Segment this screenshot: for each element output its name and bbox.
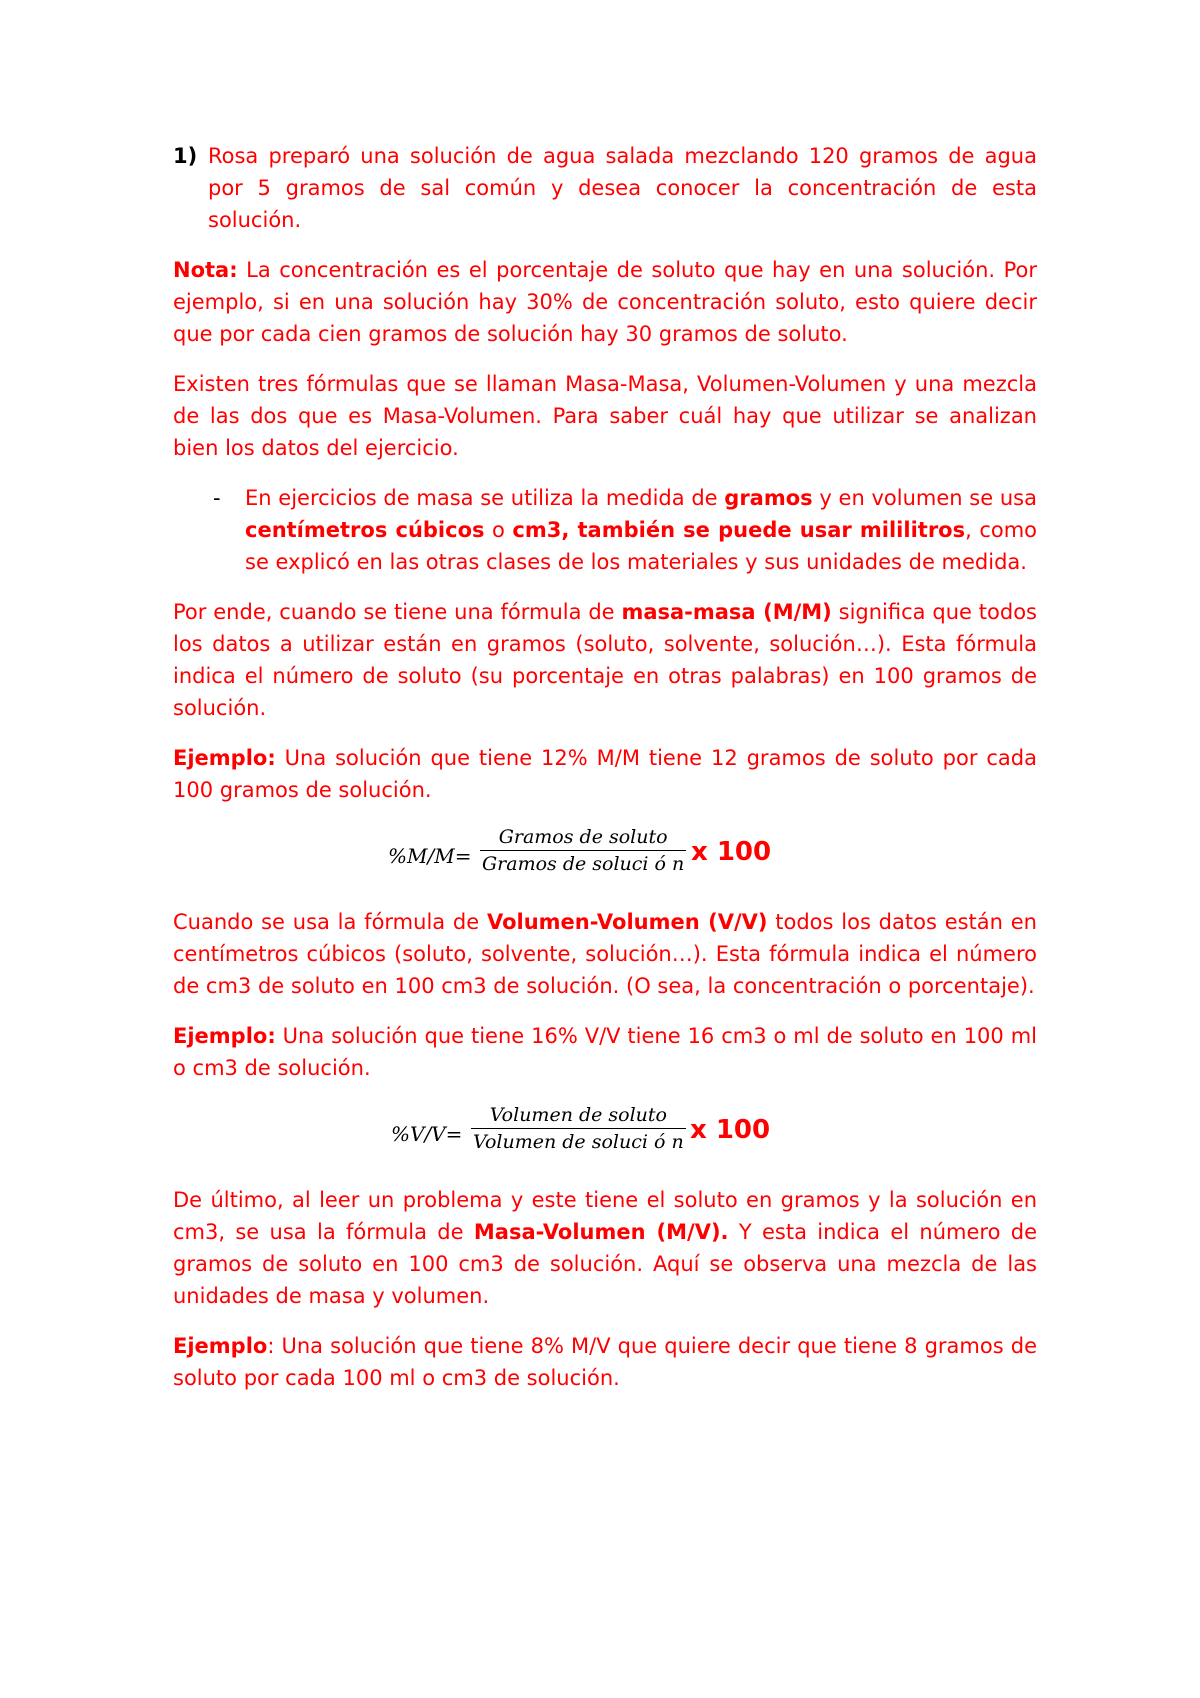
bullet-bold-gramos: gramos	[724, 486, 813, 510]
example-3-text: : Una solución que tiene 8% M/V que quiere decir que tiene 8 gramos de soluto por cada 100 ml o cm3 de solución.	[173, 1334, 1037, 1390]
formula-1-numerator: Gramos de soluto	[480, 824, 686, 851]
bullet-text-2: y en volumen se usa	[812, 486, 1037, 510]
mass-mass-paragraph	[173, 596, 1037, 724]
formula-2-multiplier: x 100	[690, 1115, 771, 1145]
question-text: Rosa preparó una solución de agua salada mezclando 120 gramos de agua por 5 gramos de sal común y desea conocer la concentración de esta solución.	[208, 144, 1037, 232]
example-1-text: Una solución que tiene 12% M/M tiene 12 gramos de soluto por cada 100 gramos de solución.	[173, 746, 1037, 802]
bullet-bold-cc: centímetros cúbicos	[245, 518, 485, 542]
bullet-dash: -	[213, 486, 221, 510]
mass-volume-paragraph	[173, 1184, 1037, 1312]
mv-text-1: De último, al leer un problema y este tiene el soluto en gramos y la solución en cm3, se usa la fórmula de	[173, 1188, 1037, 1244]
formula-mass-mass	[173, 824, 1037, 882]
formula-2-lhs: %V/V=	[391, 1122, 463, 1146]
mv-text-2: Y esta indica el número de gramos de soluto en 100 cm3 de solución. Aquí se observa una mezcla de las unidades de masa y volumen.	[173, 1220, 1037, 1308]
example-3-paragraph	[173, 1330, 1037, 1394]
note-label: Nota:	[173, 258, 238, 282]
formulas-intro-paragraph: Existen tres fórmulas que se llaman Masa-Masa, Volumen-Volumen y una mezcla de las dos que es Masa-Volumen. Para saber cuál hay que utilizar se analizan bien los datos del ejercicio.	[173, 372, 1037, 460]
vv-bold: Volumen-Volumen (V/V)	[486, 910, 768, 934]
example-2-paragraph	[173, 1020, 1037, 1084]
formula-volume-volume	[173, 1102, 1037, 1160]
example-1-paragraph	[173, 742, 1037, 806]
note-paragraph	[173, 254, 1037, 350]
mv-bold: Masa-Volumen (M/V).	[473, 1220, 729, 1244]
bullet-text-1: En ejercicios de masa se utiliza la medida de	[245, 486, 725, 510]
note-text: La concentración es el porcentaje de soluto que hay en una solución. Por ejemplo, si en una solución hay 30% de concentración soluto, esto quiere decir que por cada cien gramos de solución hay 30 gramos de soluto.	[173, 258, 1037, 346]
formula-1-fraction	[480, 824, 686, 877]
example-2-text: Una solución que tiene 16% V/V tiene 16 cm3 o ml de soluto en 100 ml o cm3 de solución.	[173, 1024, 1037, 1080]
mm-bold: masa-masa (M/M)	[621, 600, 832, 624]
mm-text-1: Por ende, cuando se tiene una fórmula de	[173, 600, 622, 624]
formula-2-fraction	[471, 1102, 686, 1155]
formula-2-denominator: Volumen de soluci ó n	[473, 1131, 684, 1153]
document-page	[173, 140, 1037, 1412]
example-3-label: Ejemplo	[173, 1334, 268, 1358]
example-1-label: Ejemplo:	[173, 746, 276, 770]
volume-volume-paragraph	[173, 906, 1037, 1002]
formula-1-lhs: %M/M=	[388, 844, 472, 868]
formula-1-multiplier: x 100	[691, 837, 772, 867]
formula-1-denominator: Gramos de soluci ó n	[482, 853, 685, 875]
bullet-bold-cm3: cm3, también se puede usar mililitros	[512, 518, 966, 542]
units-bullet	[173, 482, 1037, 578]
mm-text-2: significa que todos los datos a utilizar están en gramos (soluto, solvente, solución…). Esta fórmula indica el número de soluto (su porcentaje en otras palabras) en 100 gramos de solución.	[173, 600, 1037, 720]
bullet-text-4: , como se explicó en las otras clases de los materiales y sus unidades de medida.	[245, 518, 1038, 574]
vv-text-2: todos los datos están en centímetros cúbicos (soluto, solvente, solución…). Esta fórmula indica el número de cm3 de soluto en 100 cm3 de solución. (O sea, la concentración o porcentaje).	[173, 910, 1037, 998]
vv-text-1: Cuando se usa la fórmula de	[173, 910, 487, 934]
bullet-text-3: o	[484, 518, 513, 542]
formula-2-numerator: Volumen de soluto	[471, 1102, 686, 1129]
example-2-label: Ejemplo:	[173, 1024, 276, 1048]
question-number: 1)	[173, 144, 198, 168]
question-1	[173, 140, 1037, 236]
